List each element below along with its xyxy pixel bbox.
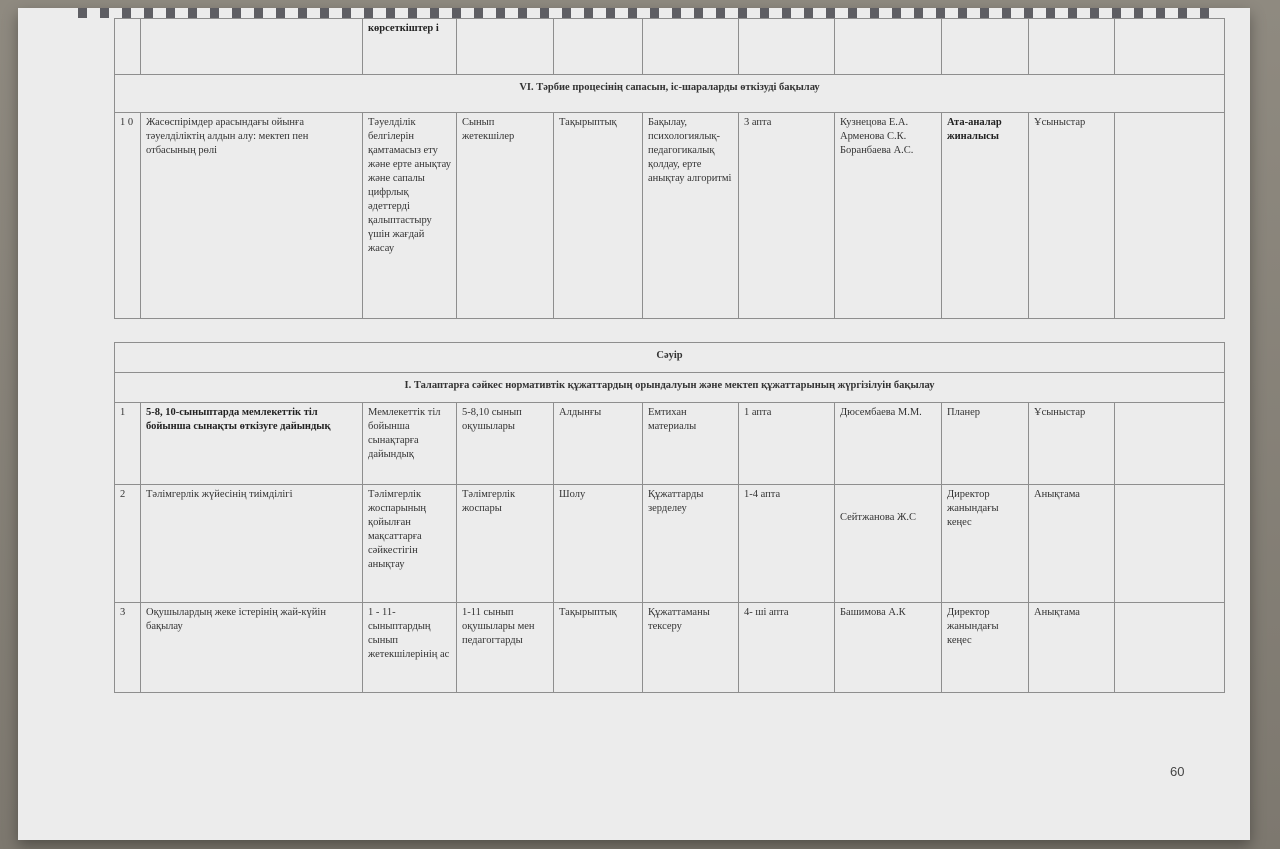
topic-cell: 5-8, 10-сыныптарда мемлекеттік тіл бойынша сынақты өткізуге дайындық bbox=[141, 403, 363, 485]
section-title: I. Талаптарға сәйкес нормативтік құжаттардың орындалуын және мектеп құжаттарының жүргізілуін бақылау bbox=[115, 373, 1225, 403]
time-cell: 3 апта bbox=[739, 113, 835, 319]
method-cell: Құжаттаманы тексеру bbox=[643, 603, 739, 693]
result-cell: Анықтама bbox=[1029, 485, 1115, 603]
row-number: 1 bbox=[115, 403, 141, 485]
result-cell: Ұсыныстар bbox=[1029, 113, 1115, 319]
object-cell: Тәлімгерлік жоспары bbox=[457, 485, 554, 603]
type-cell: Алдынғы bbox=[554, 403, 643, 485]
table-row bbox=[115, 603, 1225, 693]
type-cell: Тақырыптық bbox=[554, 603, 643, 693]
goal-cell: 1 - 11-сыныптардың сынып жетекшілерінің ас bbox=[363, 603, 457, 693]
spiral-binding bbox=[78, 8, 1218, 18]
row-number: 3 bbox=[115, 603, 141, 693]
time-cell: 1-4 апта bbox=[739, 485, 835, 603]
object-cell: 5-8,10 сынып оқушылары bbox=[457, 403, 554, 485]
where-cell: Директор жанындағы кеңес bbox=[942, 603, 1029, 693]
method-cell: Емтихан материалы bbox=[643, 403, 739, 485]
where-cell: Ата-аналар жиналысы bbox=[942, 113, 1029, 319]
responsible-cell: Кузнецова Е.А. Арменова С.К. Боранбаева А.С. bbox=[835, 113, 942, 319]
where-cell: Планер bbox=[942, 403, 1029, 485]
goal-cell: Тәлімгерлік жоспарының қойылған мақсаттарға сәйкестігін анықтау bbox=[363, 485, 457, 603]
topic-cell: Тәлімгерлік жүйесінің тиімділігі bbox=[141, 485, 363, 603]
document-page bbox=[18, 8, 1250, 840]
month-title: Сәуір bbox=[115, 343, 1225, 373]
object-cell: Сынып жетекшілер bbox=[457, 113, 554, 319]
method-cell: Құжаттарды зерделеу bbox=[643, 485, 739, 603]
time-cell: 4- ші апта bbox=[739, 603, 835, 693]
section-title-row bbox=[115, 75, 1225, 113]
result-cell: Ұсыныстар bbox=[1029, 403, 1115, 485]
responsible-cell: Сейтжанова Ж.С bbox=[835, 485, 942, 603]
type-cell: Шолу bbox=[554, 485, 643, 603]
row-number: 2 bbox=[115, 485, 141, 603]
object-cell: 1-11 сынып оқушылары мен педагогтарды bbox=[457, 603, 554, 693]
result-cell: Анықтама bbox=[1029, 603, 1115, 693]
section-title-row bbox=[115, 373, 1225, 403]
type-cell: Тақырыптық bbox=[554, 113, 643, 319]
plan-table-upper bbox=[114, 18, 1225, 319]
table-row bbox=[115, 19, 1225, 75]
page-number: 60 bbox=[1170, 764, 1185, 779]
time-cell: 1 апта bbox=[739, 403, 835, 485]
responsible-cell: Дюсембаева М.М. bbox=[835, 403, 942, 485]
method-cell: Бақылау, психологиялық-педагогикалық қолдау, ерте анықтау алгоритмі bbox=[643, 113, 739, 319]
goal-cell: көрсеткіштер і bbox=[363, 19, 457, 75]
table-row bbox=[115, 113, 1225, 319]
row-number: 1 0 bbox=[115, 113, 141, 319]
topic-cell: Жасөспірімдер арасындағы ойынға тәуелділіктің алдын алу: мектеп пен отбасының рөлі bbox=[141, 113, 363, 319]
table-row bbox=[115, 485, 1225, 603]
plan-table-lower bbox=[114, 342, 1225, 693]
topic-cell: Оқушылардың жеке істерінің жай-күйін бақылау bbox=[141, 603, 363, 693]
section-title: VI. Тәрбие процесінің сапасын, іс-шараларды өткізуді бақылау bbox=[115, 75, 1225, 113]
month-title-row bbox=[115, 343, 1225, 373]
table-row bbox=[115, 403, 1225, 485]
responsible-cell: Башимова А.К bbox=[835, 603, 942, 693]
goal-cell: Тәуелділік белгілерін қамтамасыз ету және ерте анықтау және сапалы цифрлық әдеттерді қалыптастыру үшін жағдай жасау bbox=[363, 113, 457, 319]
goal-cell: Мемлекеттік тіл бойынша сынақтарға дайындық bbox=[363, 403, 457, 485]
where-cell: Директор жанындағы кеңес bbox=[942, 485, 1029, 603]
